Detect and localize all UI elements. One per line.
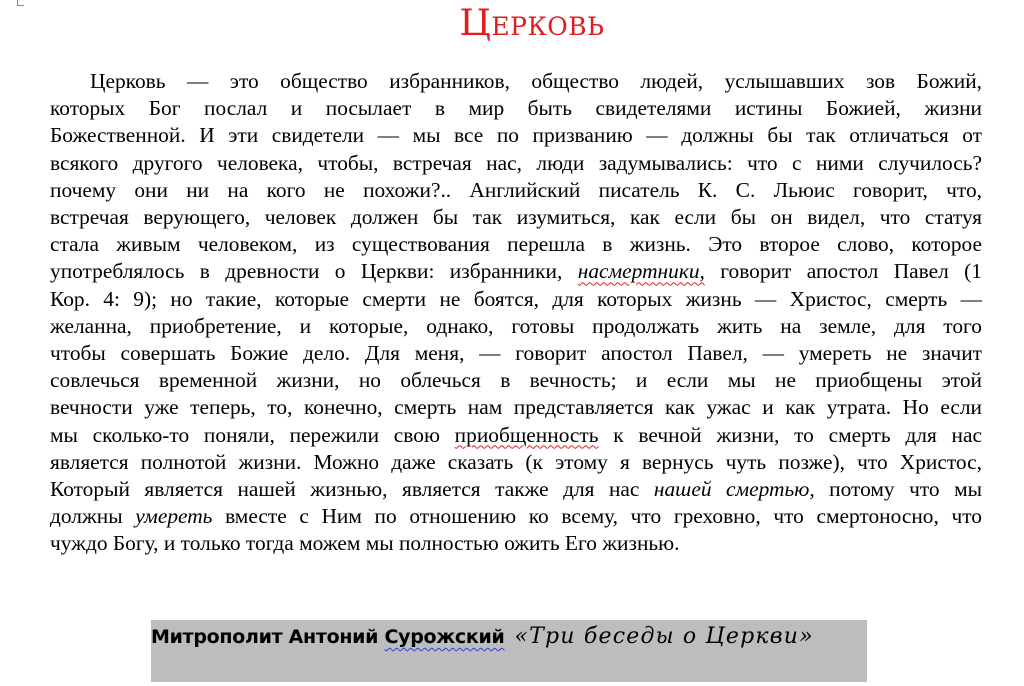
text-line: встречая верующего, человек должен бы так изумиться, как если бы он видел, что статуя	[50, 205, 982, 230]
text-line: Который является нашей жизнью, является также для нас нашей смертью, потому что мы	[50, 477, 983, 502]
text-line: употреблялось в древности о Церкви: избранники, насмертники, говорит апостол Павел (1	[50, 259, 982, 284]
author-name: Митрополит Антоний	[151, 626, 385, 648]
book-title: «Три беседы о Церкви»	[514, 624, 814, 649]
text-line: чтобы совершать Божие дело. Для меня, — говорит апостол Павел, — умереть не значит	[50, 341, 982, 366]
source-citation-box	[151, 620, 867, 682]
text-line: является полнотой жизни. Можно даже сказать (к этому я вернусь чуть позже), что Христос,	[50, 449, 982, 474]
text-line: Божественной. И эти свидетели — мы все по призванию — должны бы так отличаться от	[50, 123, 982, 148]
text-line: вечности уже теперь, то, конечно, смерть нам представляется как ужас и как утрата. Но если	[50, 395, 982, 420]
text-line: мы сколько-то поняли, пережили свою приобщенность к вечной жизни, то смерть для нас	[50, 422, 982, 447]
spellcheck-word[interactable]: насмертники,	[577, 259, 705, 284]
italic-phrase: умереть	[135, 504, 213, 529]
text-line: которых Бог послал и посылает в мир быть свидетелями истины Божией, жизни	[50, 96, 982, 121]
text-line: должны умереть вместе с Ним по отношению ко всему, что греховно, что смертоносно, что	[50, 504, 982, 529]
text-line: всякого другого человека, чтобы, встречая нас, люди задумывались: что с ними случилось?	[50, 150, 982, 175]
text-line: совлечься временной жизни, но облечься в вечность; и если мы не приобщены этой	[50, 368, 982, 393]
text-line: чуждо Богу, и только тогда можем мы полностью ожить Его жизнью.	[50, 531, 680, 556]
text-line: желанна, приобретение, и которые, однако, готовы продолжать жить на земле, для того	[50, 313, 982, 338]
document-title: Церковь	[459, 3, 605, 44]
text-line: Церковь — это общество избранников, общество людей, услышавших зов Божий,	[90, 69, 982, 93]
document-body	[50, 68, 982, 558]
author-surname[interactable]: Сурожский	[384, 626, 505, 648]
italic-phrase: нашей смертью,	[653, 477, 815, 502]
source-citation	[151, 620, 814, 656]
text-line: Кор. 4: 9); но такие, которые смерти не боятся, для которых жизнь — Христос, смерть —	[50, 286, 982, 311]
text-line: стала живым человеком, из существования перешла в жизнь. Это второе слово, которое	[50, 232, 982, 257]
spellcheck-word[interactable]: приобщенность	[454, 422, 599, 447]
text-line: почему они ни на кого не похожи?.. Английский писатель К. С. Льюис говорит, что,	[50, 177, 982, 202]
